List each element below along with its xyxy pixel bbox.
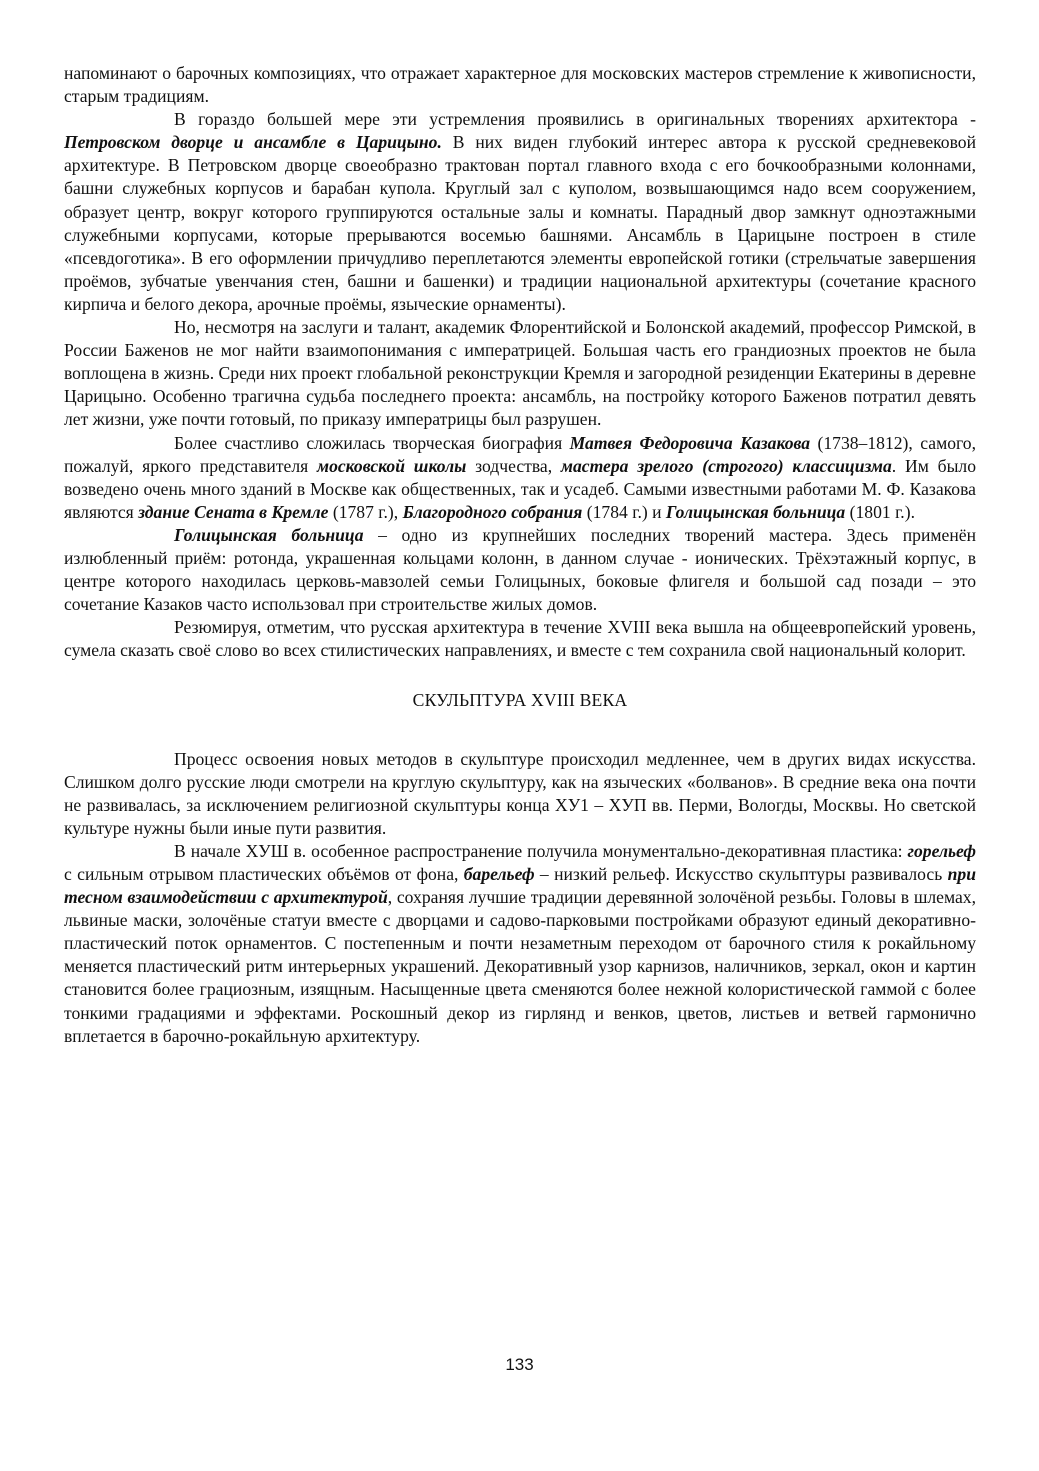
text-run: (1784 г.) и <box>582 501 666 522</box>
text-run: – низкий рельеф. Искусство скульптуры развивалось <box>534 864 948 884</box>
emphasized-text: Голицынская больница <box>174 524 364 545</box>
paragraph <box>64 316 976 431</box>
sculpture-section <box>64 748 976 1048</box>
architecture-section <box>64 62 976 662</box>
text-run: В начале ХУШ в. особенное распространение получила монументально-декоративная пластика: <box>174 840 908 861</box>
text-run: , сохраняя лучшие традиции деревянной золочёной резьбы. Головы в шлемах, львиные маски, золочёные статуи вместе с дворцами и садово-парковыми постройками образуют единый декоративно-пластический поток орнаментов. С постепенным и почти незаметным переходом от барочного стиля к рокайльному меняется пластический ритм интерьерных украшений. Декоративный узор карнизов, наличников, зеркал, окон и картин становится более грациозным, изящным. Насыщенные цвета сменяются более нежной колористической гаммой с более тонкими градациями и эффектами. Роскошный декор из гирлянд и венков, цветов, листьев и ветвей гармонично вплетается в барочно-рокайльную архитектуру. <box>64 887 976 1046</box>
text-run: – одно из крупнейших последних творений мастера. Здесь применён излюбленный приём: ротонда, украшенная кольцами колонн, в данном случае - ионических. Трёхэтажный корпус, в центре которого находилась церковь-мавзолей семьи Голицыных, боковые флигеля и большой сад позади – это сочетание Казаков часто использовал при строительстве жилых домов. <box>64 524 976 615</box>
text-run: (1738–1812), самого, пожалуй, яркого представителя <box>64 432 976 476</box>
text-run: напоминают о барочных композициях, что отражает характерное для московских мастеров стремление к живописности, старым традициям. <box>64 63 976 107</box>
text-run: . Им было возведено очень много зданий в Москве как общественных, так и усадеб. Самыми известными работами М. Ф. Казакова являются <box>64 455 977 522</box>
emphasized-text: Петровском дворце и ансамбле в Царицыно. <box>64 132 442 153</box>
text-run: В них виден глубокий интерес автора к русской средневековой архитектуре. В Петровском дворце своеобразно трактован портал главного входа с его бочкообразными колоннами, башни служебных корпусов и барабан купола. Круглый зал с куполом, возвышающимся надо всем сооружением, образует центр, вокруг которого группируются остальные залы и комнаты. Парадный двор замкнут одноэтажными служебными корпусами, которые прерываются восемью башнями. Ансамбль в Царицыне построен в стиле «псевдоготика». В его оформлении причудливо переплетаются элементы европейской готики (стрельчатые завершения проёмов, зубчатые увенчания стен, башни и башенки) и традиции национальной архитектуры (сочетание красного кирпича и белого декора, арочные проёмы, языческие орнаменты). <box>64 132 976 314</box>
paragraph <box>64 748 976 840</box>
emphasized-text: горельеф <box>907 840 976 861</box>
text-run: с сильным отрывом пластических объёмов от фона, <box>64 864 464 884</box>
document-page <box>64 62 976 1048</box>
text-run: Но, несмотря на заслуги и талант, академик Флорентийской и Болонской академий, профессор Римской, в России Баженов не мог найти взаимопонимания с императрицей. Большая часть его грандиозных проектов не была воплощена в жизнь. Среди них проект глобальной реконструкции Кремля и загородной резиденции Екатерины в деревне Царицыно. Особенно трагична судьба последнего проекта: ансамбль, на постройку которого Баженов потратил девять лет жизни, уже почти готовый, по приказу императрицы был разрушен. <box>64 317 976 430</box>
text-run: (1787 г.), <box>328 501 403 522</box>
text-run: (1801 г.). <box>845 501 915 522</box>
emphasized-text: московской школы <box>317 455 467 476</box>
page-number: 133 <box>505 1355 534 1374</box>
text-run: Процесс освоения новых методов в скульптуре происходил медленнее, чем в других видах искусства. Слишком долго русские люди смотрели на круглую скульптуру, как на языческих «болванов». В средние века она почти не развивалась, за исключением религиозной скульптуры конца ХУ1 – ХУП вв. Перми, Вологды, Москвы. Но светской культуре нужны были иные пути развития. <box>64 748 976 838</box>
paragraph <box>64 108 976 316</box>
paragraph <box>64 524 976 616</box>
section-heading: СКУЛЬПТУРА XVIII ВЕКА <box>412 690 628 711</box>
emphasized-text: Благородного собрания <box>402 501 583 522</box>
text-run: Резюмируя, отметим, что русская архитектура в течение XVIII века вышла на общеевропейский уровень, сумела сказать своё слово во всех стилистических направлениях, и вместе с тем сохранила свой национальный колорит. <box>64 617 976 661</box>
emphasized-text: мастера зрелого (строгого) классицизма <box>560 455 892 476</box>
emphasized-text: Голицынская больница <box>665 501 846 522</box>
emphasized-text: Матвея Федоровича Казакова <box>569 432 811 453</box>
emphasized-text: при тесном взаимодействии с архитектурой <box>64 864 976 908</box>
paragraph <box>64 616 976 662</box>
emphasized-text: барельеф <box>463 864 535 884</box>
paragraph <box>64 432 976 524</box>
paragraph <box>64 62 976 108</box>
paragraph <box>64 840 976 1048</box>
text-run: Более счастливо сложилась творческая биография <box>174 432 570 453</box>
text-run: зодчества, <box>466 455 561 476</box>
emphasized-text: здание Сената в Кремле <box>138 501 329 522</box>
text-run: В гораздо большей мере эти устремления проявились в оригинальных творениях архитектора - <box>174 109 976 130</box>
